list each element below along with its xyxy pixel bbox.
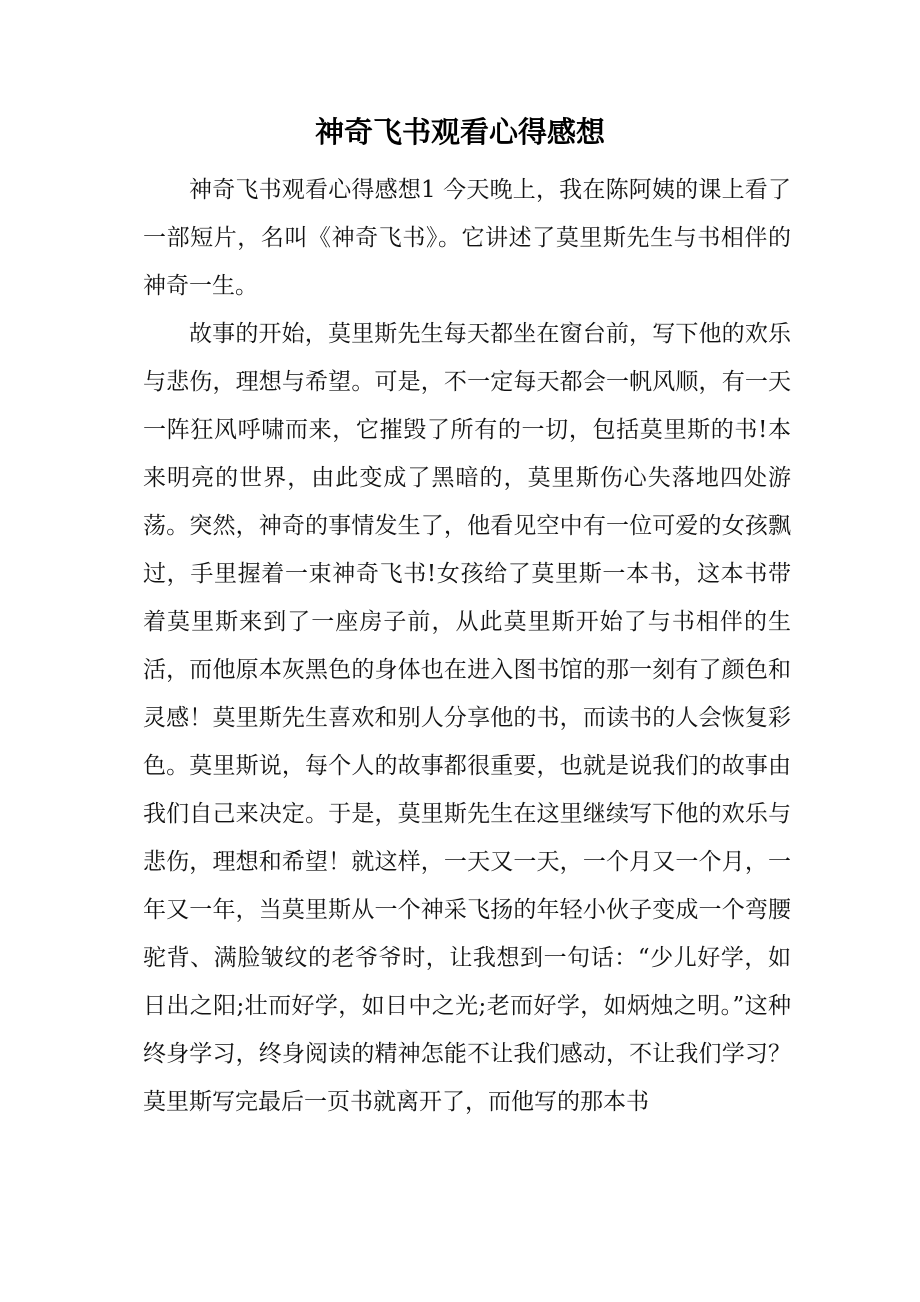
paragraph-intro: 神奇飞书观看心得感想1 今天晚上，我在陈阿姨的课上看了一部短片，名叫《神奇飞书》。它讲述了莫里斯先生与书相伴的神奇一生。 xyxy=(143,177,791,299)
paragraph-story: 故事的开始，莫里斯先生每天都坐在窗台前，写下他的欢乐与悲伤，理想与希望。可是，不一定每天都会一帆风顺，有一天一阵狂风呼啸而来，它摧毁了所有的一切，包括莫里斯的书!本来明亮的世界，由此变成了黑暗的，莫里斯伤心失落地四处游荡。突然，神奇的事情发生了，他看见空中有一位可爱的女孩飘过，手里握着一束神奇飞书!女孩给了莫里斯一本书，这本书带着莫里斯来到了一座房子前，从此莫里斯开始了与书相伴的生活，而他原本灰黑色的身体也在进入图书馆的那一刻有了颜色和灵感！莫里斯先生喜欢和别人分享他的书，而读书的人会恢复彩色。莫里斯说，每个人的故事都很重要，也就是说我们的故事由我们自己来决定。于是，莫里斯先生在这里继续写下他的欢乐与悲伤，理想和希望！就这样，一天又一天，一个月又一个月，一年又一年，当莫里斯从一个神采飞扬的年轻小伙子变成一个弯腰驼背、满脸皱纹的老爷爷时，让我想到一句话：“少儿好学，如日出之阳;壮而好学，如日中之光;老而好学，如炳烛之明。”这种终身学习，终身阅读的精神怎能不让我们感动，不让我们学习？莫里斯写完最后一页书就离开了，而他写的那本书 xyxy=(143,321,791,1115)
document-title: 神奇飞书观看心得感想 xyxy=(314,115,605,149)
document-body xyxy=(143,166,791,1126)
